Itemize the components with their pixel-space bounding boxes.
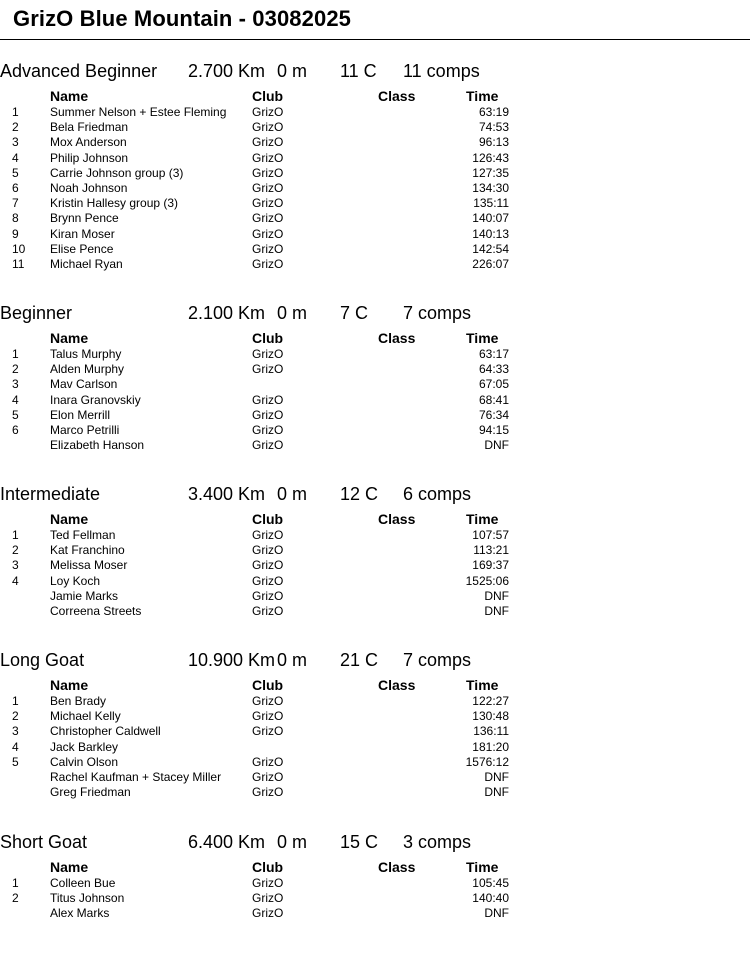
row-place: 3 xyxy=(12,377,19,392)
column-header-name: Name xyxy=(50,88,89,104)
row-club: GrizO xyxy=(252,362,284,377)
row-name: Elon Merrill xyxy=(50,407,111,422)
row-club: GrizO xyxy=(252,256,284,271)
column-header-club: Club xyxy=(252,859,284,875)
row-time: 1576:12 xyxy=(465,754,509,769)
row-name: Calvin Olson xyxy=(50,754,119,769)
table-row xyxy=(0,347,750,362)
row-time: DNF xyxy=(484,769,509,784)
row-place: 2 xyxy=(12,120,19,135)
course-climb: 0 m xyxy=(277,61,308,81)
row-name: Rachel Kaufman + Stacey Miller xyxy=(50,769,222,784)
row-name: Melissa Moser xyxy=(50,558,128,573)
row-club: GrizO xyxy=(252,165,284,180)
row-name: Jack Barkley xyxy=(50,739,119,754)
row-time: 136:11 xyxy=(473,724,509,739)
row-time: 63:17 xyxy=(478,347,509,361)
table-row xyxy=(0,528,750,543)
row-name: Philip Johnson xyxy=(50,150,129,165)
row-time: 96:13 xyxy=(478,135,509,150)
section-header xyxy=(0,61,750,85)
row-name: Elizabeth Hanson xyxy=(50,438,145,453)
table-row xyxy=(0,423,750,438)
column-header-name: Name xyxy=(50,511,89,527)
table-row xyxy=(0,242,750,257)
table-row xyxy=(0,120,750,135)
row-time: DNF xyxy=(484,906,509,921)
row-club: GrizO xyxy=(252,196,284,211)
course-climb: 0 m xyxy=(277,484,308,504)
column-header-time: Time xyxy=(466,88,499,104)
course-distance: 3.400 Km xyxy=(188,484,266,504)
row-time: 140:40 xyxy=(472,891,509,906)
row-time: 94:15 xyxy=(478,422,509,437)
row-club: GrizO xyxy=(252,392,284,407)
course-distance: 2.700 Km xyxy=(188,61,266,81)
column-header-time: Time xyxy=(466,511,499,527)
table-row xyxy=(0,196,750,211)
table-row xyxy=(0,181,750,196)
row-place: 1 xyxy=(12,694,19,708)
row-club: GrizO xyxy=(252,754,284,769)
column-header-class: Class xyxy=(378,677,416,693)
row-time: DNF xyxy=(484,785,509,800)
row-name: Alden Murphy xyxy=(50,362,125,377)
row-name: Colleen Bue xyxy=(50,876,116,890)
row-place: 3 xyxy=(12,135,19,150)
row-place: 5 xyxy=(12,165,19,180)
column-headers xyxy=(0,88,750,105)
course-climb: 0 m xyxy=(277,303,308,323)
course-name: Intermediate xyxy=(0,484,101,504)
column-headers xyxy=(0,330,750,347)
column-header-class: Class xyxy=(378,859,416,875)
row-place: 1 xyxy=(12,105,19,119)
row-name: Kat Franchino xyxy=(50,543,125,558)
row-club: GrizO xyxy=(252,769,284,784)
row-time: 181:20 xyxy=(472,739,509,754)
table-row xyxy=(0,438,750,453)
course-name: Advanced Beginner xyxy=(0,61,158,81)
row-name: Correena Streets xyxy=(50,603,142,618)
course-name: Long Goat xyxy=(0,650,85,670)
row-place: 1 xyxy=(12,528,19,542)
column-header-club: Club xyxy=(252,511,284,527)
row-name: Marco Petrilli xyxy=(50,422,120,437)
row-time: 67:05 xyxy=(478,377,509,392)
course-distance: 6.400 Km xyxy=(188,832,266,852)
row-place: 4 xyxy=(12,739,19,754)
result-section xyxy=(0,303,750,453)
column-header-name: Name xyxy=(50,330,89,346)
row-place: 3 xyxy=(12,724,19,739)
table-row xyxy=(0,105,750,120)
column-header-club: Club xyxy=(252,677,284,693)
table-row xyxy=(0,543,750,558)
course-competitors: 11 comps xyxy=(403,61,480,81)
row-club: GrizO xyxy=(252,573,284,588)
course-controls: 15 C xyxy=(340,832,379,852)
row-name: Kristin Hallesy group (3) xyxy=(50,196,179,211)
row-club: GrizO xyxy=(252,543,284,558)
row-name: Bela Friedman xyxy=(50,120,129,135)
course-competitors: 3 comps xyxy=(403,832,472,852)
column-headers xyxy=(0,511,750,528)
course-competitors: 6 comps xyxy=(403,484,472,504)
table-row xyxy=(0,558,750,573)
column-headers xyxy=(0,677,750,694)
row-name: Kiran Moser xyxy=(50,226,115,241)
row-time: 130:48 xyxy=(472,709,509,724)
table-row xyxy=(0,755,750,770)
row-time: 122:27 xyxy=(472,694,509,708)
row-club: GrizO xyxy=(252,724,284,739)
row-place: 10 xyxy=(12,241,26,256)
row-time: DNF xyxy=(484,438,509,453)
table-row xyxy=(0,906,750,921)
row-name: Ted Fellman xyxy=(50,528,116,542)
row-name: Brynn Pence xyxy=(50,211,119,226)
table-row xyxy=(0,770,750,785)
row-time: 226:07 xyxy=(472,256,509,271)
row-time: 76:34 xyxy=(478,407,509,422)
row-club: GrizO xyxy=(252,211,284,226)
course-controls: 7 C xyxy=(340,303,369,323)
row-club: GrizO xyxy=(252,528,284,542)
column-header-time: Time xyxy=(466,859,499,875)
table-row xyxy=(0,151,750,166)
row-name: Loy Koch xyxy=(50,573,101,588)
column-header-club: Club xyxy=(252,88,284,104)
row-place: 7 xyxy=(12,196,19,211)
course-climb: 0 m xyxy=(277,832,308,852)
row-club: GrizO xyxy=(252,407,284,422)
column-header-class: Class xyxy=(378,88,416,104)
row-time: 63:19 xyxy=(478,105,509,119)
course-name: Beginner xyxy=(0,303,73,323)
table-row xyxy=(0,408,750,423)
row-place: 11 xyxy=(12,256,25,271)
row-name: Michael Kelly xyxy=(50,709,121,724)
course-climb: 0 m xyxy=(277,650,308,670)
row-club: GrizO xyxy=(252,906,284,921)
page-title: GrizO Blue Mountain - 03082025 xyxy=(13,6,351,31)
row-name: Elise Pence xyxy=(50,241,114,256)
row-club: GrizO xyxy=(252,438,284,453)
table-row xyxy=(0,257,750,272)
row-time: 68:41 xyxy=(478,392,509,407)
row-time: 135:11 xyxy=(473,196,509,211)
column-header-class: Class xyxy=(378,511,416,527)
course-name: Short Goat xyxy=(0,832,88,852)
row-club: GrizO xyxy=(252,694,284,708)
result-section xyxy=(0,61,750,272)
row-club: GrizO xyxy=(252,588,284,603)
row-club: GrizO xyxy=(252,120,284,135)
row-name: Alex Marks xyxy=(50,906,110,921)
table-row xyxy=(0,604,750,619)
row-time: 140:13 xyxy=(472,226,509,241)
row-club: GrizO xyxy=(252,226,284,241)
row-name: Inara Granovskiy xyxy=(50,392,141,407)
row-club: GrizO xyxy=(252,105,284,119)
table-row xyxy=(0,135,750,150)
column-header-name: Name xyxy=(50,859,89,875)
row-time: 64:33 xyxy=(478,362,509,377)
table-row xyxy=(0,227,750,242)
row-name: Mox Anderson xyxy=(50,135,127,150)
row-time: 1525:06 xyxy=(465,573,509,588)
row-name: Talus Murphy xyxy=(50,347,122,361)
column-header-class: Class xyxy=(378,330,416,346)
table-row xyxy=(0,362,750,377)
row-club: GrizO xyxy=(252,891,284,906)
row-name: Mav Carlson xyxy=(50,377,118,392)
column-header-time: Time xyxy=(466,677,499,693)
table-row xyxy=(0,891,750,906)
row-club: GrizO xyxy=(252,876,284,890)
column-header-club: Club xyxy=(252,330,284,346)
title-divider xyxy=(0,39,750,40)
row-place: 1 xyxy=(12,876,19,890)
table-row xyxy=(0,166,750,181)
row-place: 4 xyxy=(12,392,19,407)
row-place: 3 xyxy=(12,558,19,573)
column-header-time: Time xyxy=(466,330,499,346)
row-place: 2 xyxy=(12,362,19,377)
row-time: DNF xyxy=(484,603,509,618)
course-competitors: 7 comps xyxy=(403,650,472,670)
row-club: GrizO xyxy=(252,180,284,195)
row-place: 8 xyxy=(12,211,19,226)
row-name: Michael Ryan xyxy=(50,256,123,271)
course-controls: 11 C xyxy=(340,61,377,81)
table-row xyxy=(0,740,750,755)
table-row xyxy=(0,694,750,709)
course-distance: 2.100 Km xyxy=(188,303,266,323)
course-controls: 12 C xyxy=(340,484,379,504)
row-club: GrizO xyxy=(252,709,284,724)
row-time: 107:57 xyxy=(472,528,509,542)
row-time: DNF xyxy=(484,588,509,603)
course-controls: 21 C xyxy=(340,650,379,670)
row-name: Noah Johnson xyxy=(50,180,128,195)
table-row xyxy=(0,211,750,226)
section-header xyxy=(0,650,750,674)
table-row xyxy=(0,785,750,800)
row-place: 6 xyxy=(12,422,19,437)
row-place: 9 xyxy=(12,226,19,241)
course-competitors: 7 comps xyxy=(403,303,472,323)
row-place: 4 xyxy=(12,573,19,588)
table-row xyxy=(0,876,750,891)
row-time: 134:30 xyxy=(472,180,509,195)
row-club: GrizO xyxy=(252,347,284,361)
row-name: Greg Friedman xyxy=(50,785,131,800)
row-club: GrizO xyxy=(252,422,284,437)
row-place: 2 xyxy=(12,543,19,558)
section-header xyxy=(0,303,750,327)
table-row xyxy=(0,724,750,739)
row-name: Jamie Marks xyxy=(50,588,119,603)
row-club: GrizO xyxy=(252,558,284,573)
row-name: Christopher Caldwell xyxy=(50,724,161,739)
row-place: 4 xyxy=(12,150,19,165)
table-row xyxy=(0,589,750,604)
row-name: Titus Johnson xyxy=(50,891,125,906)
row-place: 2 xyxy=(12,891,19,906)
row-time: 140:07 xyxy=(472,211,509,226)
table-row xyxy=(0,393,750,408)
section-header xyxy=(0,484,750,508)
table-row xyxy=(0,574,750,589)
row-club: GrizO xyxy=(252,241,284,256)
row-place: 2 xyxy=(12,709,19,724)
course-distance: 10.900 Km xyxy=(188,650,276,670)
row-time: 142:54 xyxy=(472,241,509,256)
row-name: Summer Nelson + Estee Fleming xyxy=(50,105,227,119)
section-header xyxy=(0,832,750,856)
table-row xyxy=(0,709,750,724)
table-row xyxy=(0,377,750,392)
row-club: GrizO xyxy=(252,603,284,618)
row-club: GrizO xyxy=(252,135,284,150)
row-time: 127:35 xyxy=(472,165,509,180)
row-time: 105:45 xyxy=(472,876,509,890)
row-place: 5 xyxy=(12,754,19,769)
result-section xyxy=(0,484,750,619)
row-time: 113:21 xyxy=(473,543,509,558)
column-headers xyxy=(0,859,750,876)
column-header-name: Name xyxy=(50,677,89,693)
row-club: GrizO xyxy=(252,785,284,800)
row-place: 6 xyxy=(12,180,19,195)
row-name: Carrie Johnson group (3) xyxy=(50,165,184,180)
row-time: 169:37 xyxy=(472,558,509,573)
row-club: GrizO xyxy=(252,150,284,165)
result-section xyxy=(0,650,750,800)
result-section xyxy=(0,832,750,922)
row-place: 5 xyxy=(12,407,19,422)
row-time: 126:43 xyxy=(472,150,509,165)
row-name: Ben Brady xyxy=(50,694,107,708)
row-place: 1 xyxy=(12,347,19,361)
row-time: 74:53 xyxy=(478,120,509,135)
